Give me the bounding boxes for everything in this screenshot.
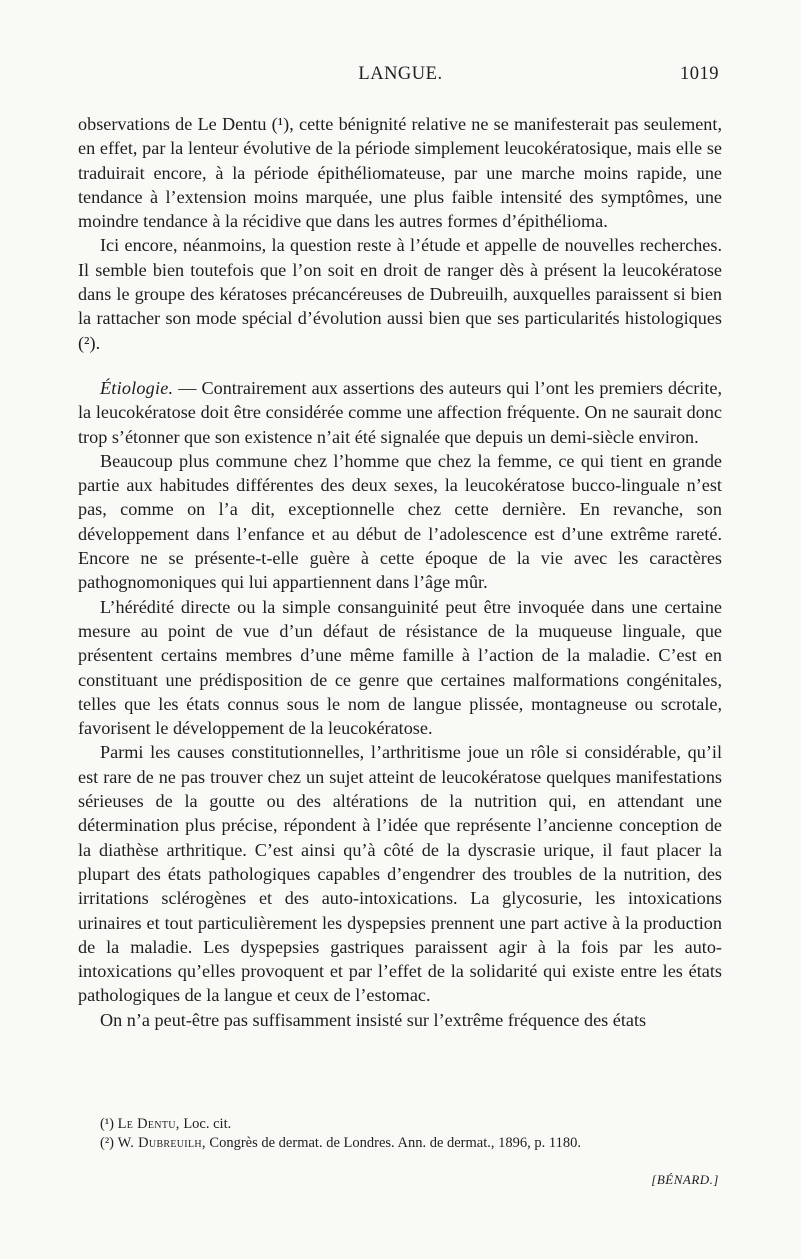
section-heading: Étiologie.	[100, 377, 174, 398]
footnote-author: W. Dubreuilh,	[117, 1135, 206, 1151]
running-head	[0, 64, 801, 92]
footnote	[78, 1115, 722, 1134]
body-text	[78, 112, 722, 1032]
paragraph: Ici encore, néanmoins, la question reste à l’étude et appelle de nouvelles recherches. Il semble bien toutefois que l’on soit en droit de ranger dès à présent la leucokératose dans le groupe des kératoses précancéreuses de Dubreuilh, auxquelles paraissent si bien la rattacher son mode spécial d’évolution aussi bien que ses particularités histologiques (²).	[78, 235, 722, 353]
footnote-text: Congrès de dermat. de Londres. Ann. de dermat., 1896, p. 1180.	[205, 1135, 581, 1151]
footnote-author: Le Dentu,	[117, 1116, 180, 1132]
footnote-marker: (¹)	[100, 1116, 115, 1132]
paragraph-etiologie	[78, 376, 722, 449]
paragraph: L’hérédité directe ou la simple consanguinité peut être invoquée dans une certaine mesure au point de vue d’un défaut de résistance de la muqueuse linguale, que présentent certains membres d’une même famille à l’action de la maladie. C’est en constituant une prédisposition de ce genre que certaines malformations congénitales, telles que les états connus sous le nom de langue plissée, montagneuse ou scrotale, favorisent le développement de la leucokératose.	[78, 596, 722, 739]
running-title: LANGUE.	[358, 64, 443, 84]
page-number: 1019	[680, 64, 719, 84]
paragraph-continuation: observations de Le Dentu (¹), cette bénignité relative ne se manifesterait pas seulement, en effet, par la lenteur évolutive de la période simplement leucokératosique, mais elle se traduirait encore, à la période épithéliomateuse, par une marche moins rapide, une tendance à l’extension moins marquée, une plus faible intensité des symptômes, une moindre tendance à la récidive que dans les autres formes d’épithélioma.	[78, 114, 722, 232]
footnote-marker: (²)	[100, 1135, 115, 1151]
paragraph-text: Contrairement aux assertions des auteurs qui l’ont les premiers décrite, la leucokératose doit être considérée comme une affection fréquente. On ne saurait donc trop s’étonner que son existence n’ait été signalée que depuis un demi-siècle environ.	[78, 377, 722, 447]
footnotes	[78, 1115, 722, 1153]
paragraph: Beaucoup plus commune chez l’homme que chez la femme, ce qui tient en grande partie aux habitudes différentes des deux sexes, la leucokératose bucco-linguale n’est pas, comme on l’a dit, exceptionnelle chez cette dernière. En revanche, son développement dans l’enfance et au début de l’adolescence est d’une extrême rareté. Encore ne se présente-t-elle guère à cette époque de la vie avec les caractères pathognomoniques qui lui appartiennent dans l’âge mûr.	[78, 450, 722, 593]
section-dash: —	[178, 377, 197, 398]
paragraph: Parmi les causes constitutionnelles, l’arthritisme joue un rôle si considérable, qu’il est rare de ne pas trouver chez un sujet atteint de leucokératose quelques manifestations sérieuses de la goutte ou des altérations de la nutrition qui, en attendant une détermination plus précise, répondent à l’idée que représente l’ancienne conception de la diathèse arthritique. C’est ainsi qu’à côté de la dyscrasie urique, il faut placer la plupart des états pathologiques capables d’engendrer des troubles de la nutrition, des irritations sclérogènes et des auto-intoxications. La glycosurie, les intoxications urinaires et tout particulièrement les dyspepsies prennent une part active à la production de la maladie. Les dyspepsies gastriques paraissent agir à la fois par les auto-intoxications qu’elles provoquent et par l’effet de la solidarité qui existe entre les états pathologiques de la langue et ceux de l’estomac.	[78, 742, 722, 1006]
author-signature: [BÉNARD.]	[651, 1172, 719, 1187]
paragraph: On n’a peut-être pas suffisamment insisté sur l’extrême fréquence des états	[100, 1009, 647, 1030]
footnote	[78, 1134, 722, 1153]
footnote-text: Loc. cit.	[179, 1116, 232, 1132]
